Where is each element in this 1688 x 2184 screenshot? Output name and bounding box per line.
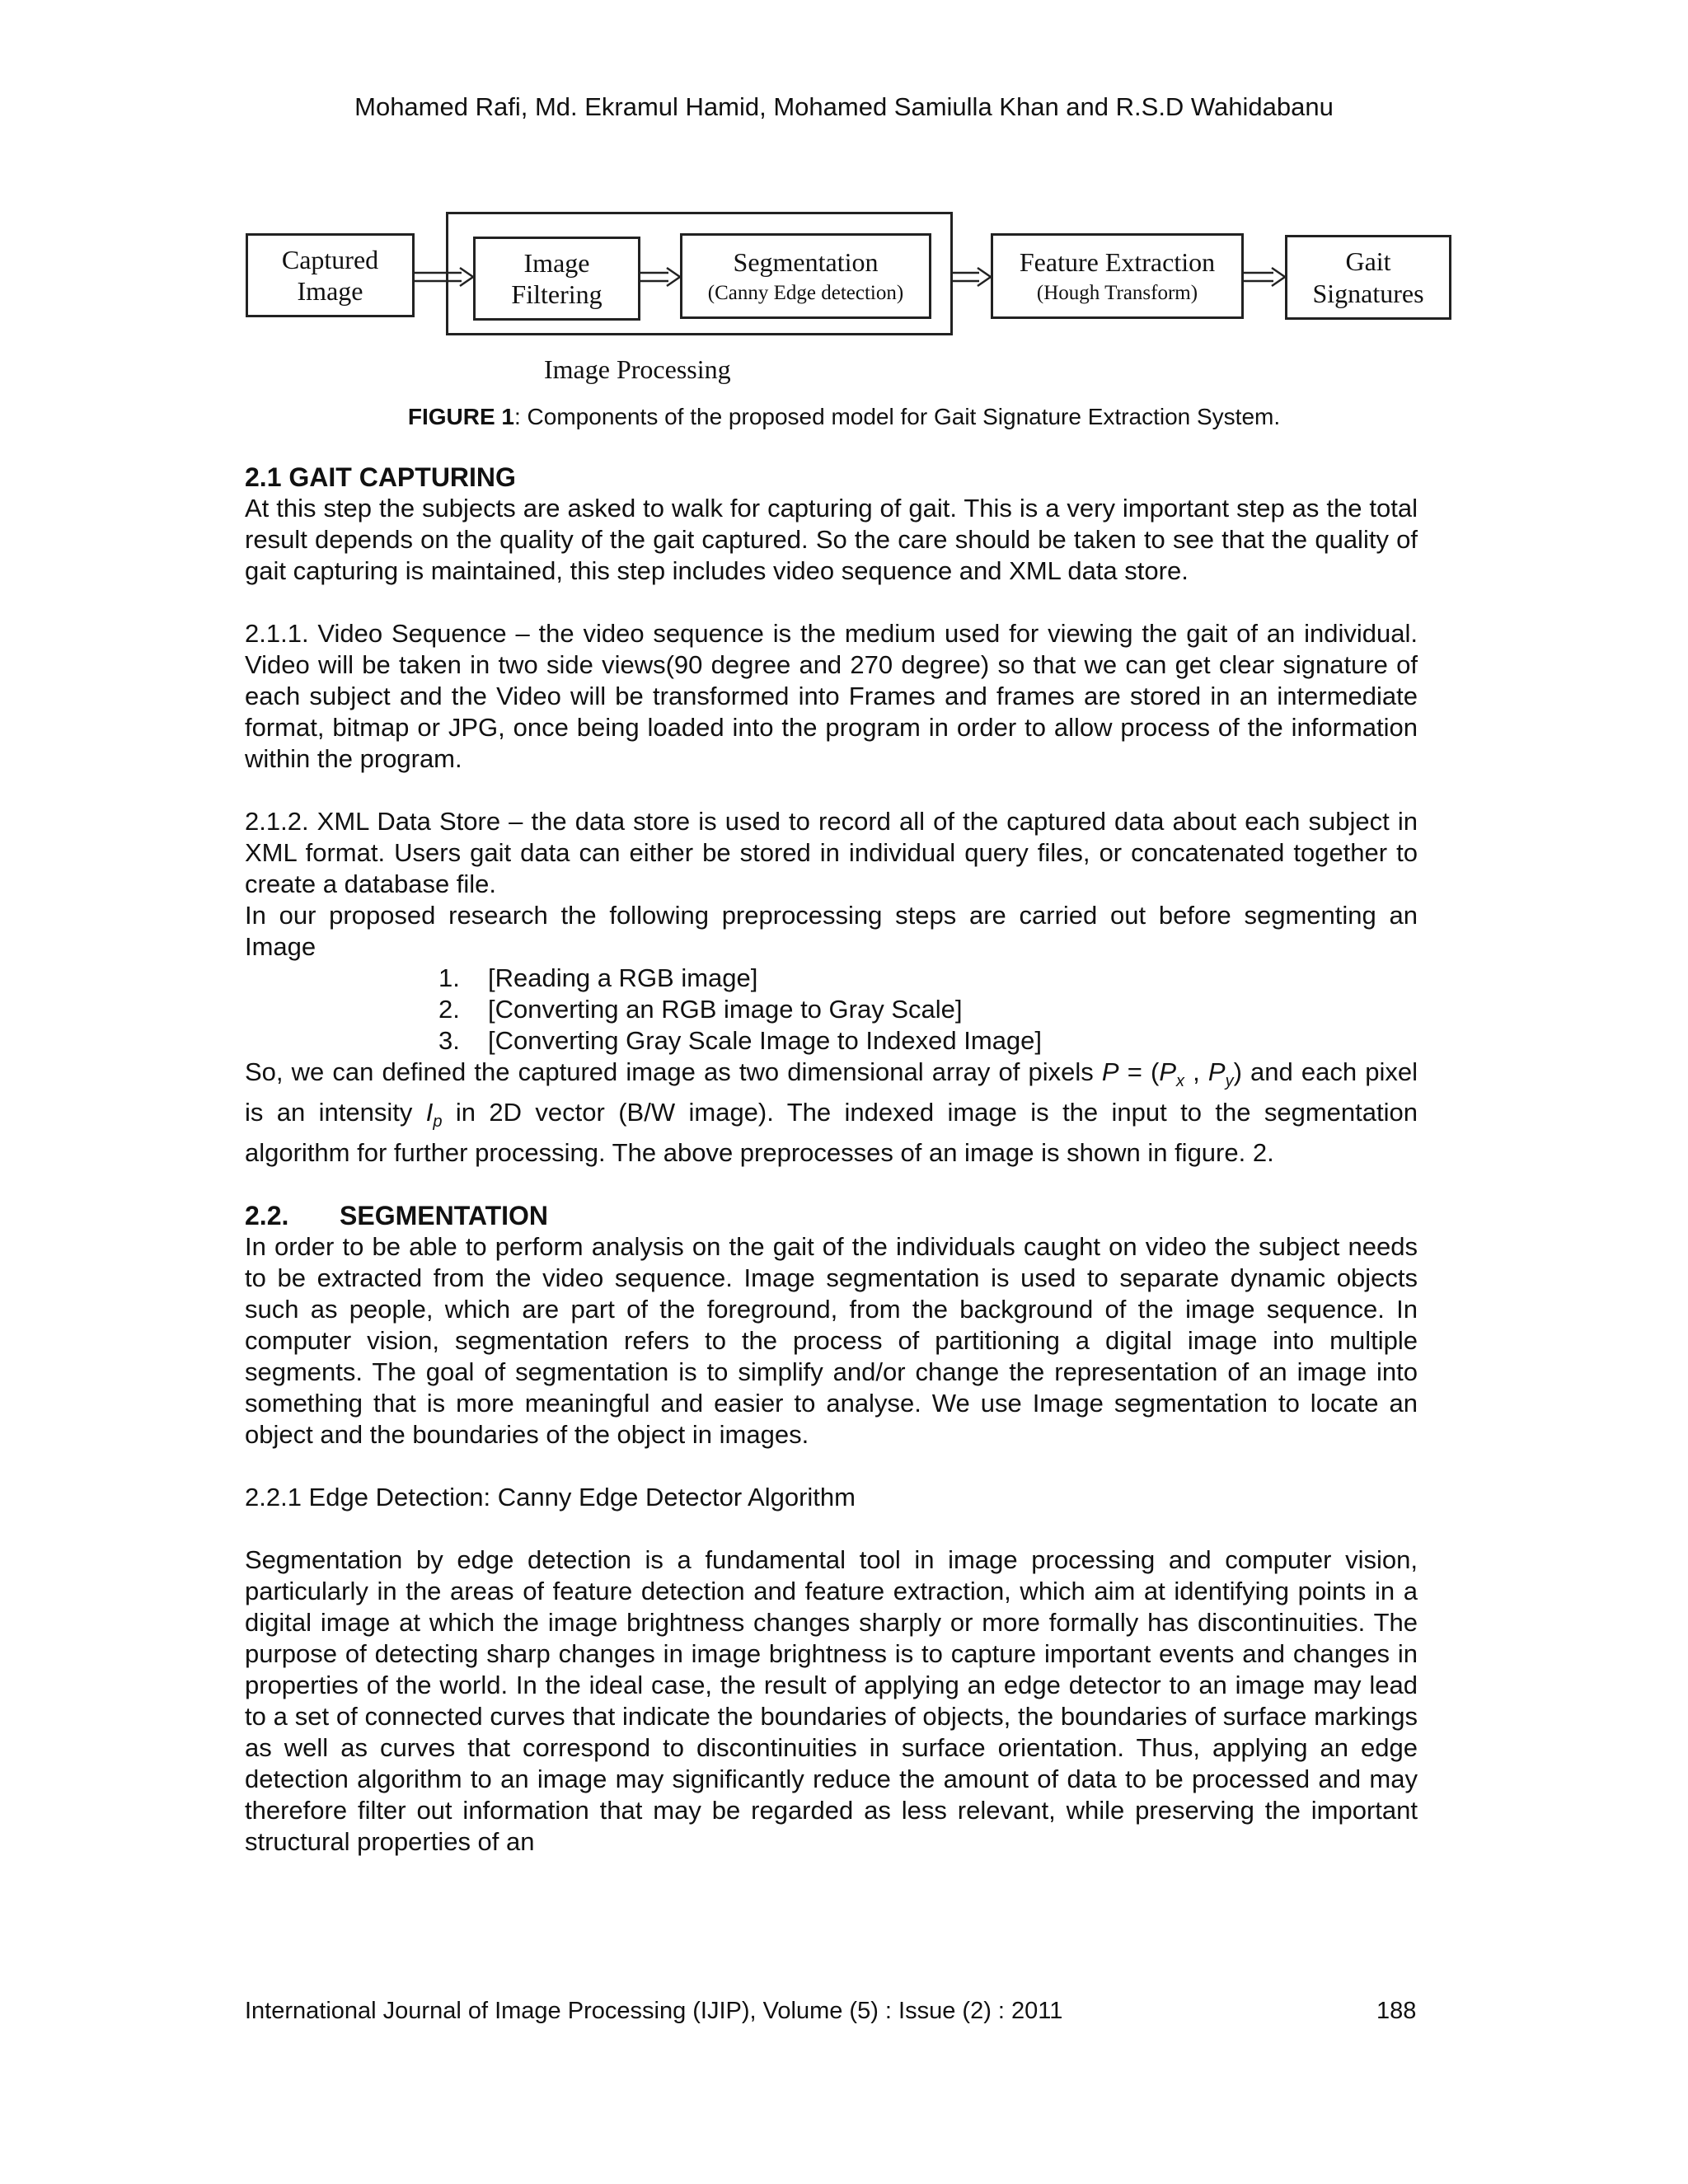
footer-journal: International Journal of Image Processing (IJIP), Volume (5) : Issue (2) : 2011 <box>245 1998 1063 2024</box>
arrow-icon <box>640 268 680 286</box>
box-label-line: Filtering <box>511 279 603 309</box>
section-heading-2-1: 2.1 GAIT CAPTURING <box>245 462 516 492</box>
box-label-line: Gait <box>1345 246 1391 277</box>
box-label-line: Signatures <box>1312 278 1424 308</box>
figure-caption <box>0 404 1688 430</box>
figure-caption-text: : Components of the proposed model for Gait Signature Extraction System. <box>514 404 1281 429</box>
image-processing-label: Image Processing <box>544 354 731 384</box>
paragraph-pixel-definition: So, we can defined the captured image as two dimensional array of pixels $P = (P_x$ , $P_y$) and each pixel is an intensity $I_p$ in 2D vector (B/W image). The indexed image is the input to the segmentation algorithm for further processing. The above preprocesses of an image is shown in figure. 2. <box>245 1057 1418 1168</box>
arrow-icon <box>1244 268 1285 286</box>
paragraph-segmentation: In order to be able to perform analysis on the gait of the individuals caught on video the subject needs to be extracted from the video sequence. Image segmentation is used to separate dynamic objects such as people, which are part of the foreground, from the background of the image sequence. In computer vision, segmentation refers to the process of partitioning a digital image into multiple segments. The goal of segmentation is to simplify and/or change the representation of an image into something that is more meaningful and easier to analyse. We use Image segmentation to locate an object and the boundaries of the object in images. <box>245 1232 1418 1450</box>
box-label-line: Captured <box>281 244 379 274</box>
body-content <box>245 462 1418 1858</box>
paragraph-2-1-2: 2.1.2. XML Data Store – the data store is used to record all of the captured data about each subject in XML format. Users gait data can either be stored in individual query files, or concatenated together to create a database file. <box>245 807 1418 898</box>
box-label-line: Image <box>523 247 590 278</box>
paragraph-2-1-1: 2.1.1. Video Sequence – the video sequence is the medium used for viewing the gait of an individual. Video will be taken in two side views(90 degree and 270 degree) so that we can get clear signature of each subject and the Video will be transformed into Frames and frames are stored in an intermediate format, bitmap or JPG, once being loaded into the program in order to allow process of the information within the program. <box>245 619 1418 773</box>
box-label-line: Image <box>297 276 363 306</box>
list-item: 3. [Converting Gray Scale Image to Indexed Image] <box>438 1026 1043 1055</box>
arrow-icon <box>953 268 991 286</box>
figure-1-diagram <box>0 0 1688 429</box>
box-label-line: Segmentation <box>733 246 879 277</box>
box-label-line: Feature Extraction <box>1019 246 1216 277</box>
paragraph: At this step the subjects are asked to walk for capturing of gait. This is a very important step as the total result depends on the quality of the gait captured. So the care should be taken to see that the quality of gait capturing is maintained, this step includes video sequence and XML data store. <box>245 494 1418 585</box>
box-sub-label: (Hough Transform) <box>1036 282 1198 305</box>
paragraph-preprocessing-intro: In our proposed research the following preprocessing steps are carried out before segmenting an Image <box>245 901 1418 961</box>
diagram-arrows <box>0 0 1688 429</box>
box-sub-label: (Canny Edge detection) <box>707 282 904 305</box>
section-heading-2-2: 2.2. SEGMENTATION <box>245 1201 549 1231</box>
arrow-icon <box>415 268 473 286</box>
paragraph-edge-detection: Segmentation by edge detection is a fundamental tool in image processing and computer vision, particularly in the areas of feature detection and feature extraction, which aim at identifying points in a digital image at which the image brightness changes sharply or more formally has discontinuities. The purpose of detecting sharp changes in image brightness is to capture important events and changes in properties of the world. In the ideal case, the result of applying an edge detector to an image may lead to a set of connected curves that indicate the boundaries of objects, the boundaries of surface markings as well as curves that correspond to discontinuities in surface orientation. Thus, applying an edge detection algorithm to an image may significantly reduce the amount of data to be processed and may therefore filter out information that may be regarded as less relevant, while preserving the important structural properties of an <box>245 1545 1418 1857</box>
figure-caption-label: FIGURE 1 <box>407 404 514 429</box>
preprocessing-steps <box>245 963 1418 1057</box>
list-item: 2. [Converting an RGB image to Gray Scale] <box>438 995 963 1024</box>
footer-page-number: 188 <box>1376 1998 1417 2024</box>
page-header: Mohamed Rafi, Md. Ekramul Hamid, Mohamed Samiulla Khan and R.S.D Wahidabanu <box>354 92 1334 121</box>
subsection-heading-2-2-1: 2.2.1 Edge Detection: Canny Edge Detector Algorithm <box>245 1483 856 1512</box>
list-item: 1. [Reading a RGB image] <box>438 963 758 992</box>
